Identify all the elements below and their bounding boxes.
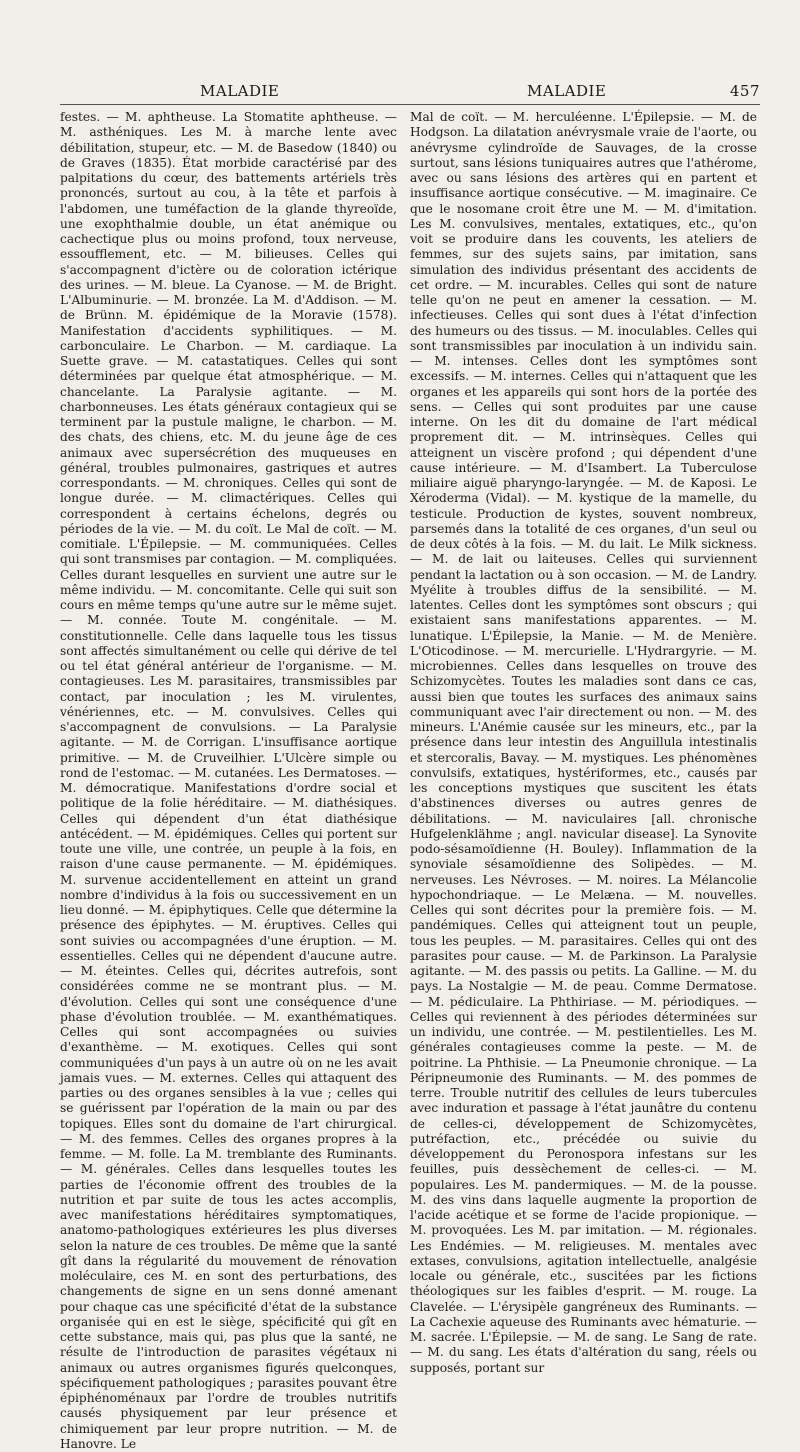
right-column-text: Mal de coït. — M. herculéenne. L'Épilepsie. — M. de Hodgson. La dilatation anévrysmale vraie de l'aorte, ou anévrysme cylindroïde de Sauvages, de la crosse surtout, sans lésions tuniquaires autres que l'athérome, avec ou sans lésions des artères qui en partent et insuffisance aortique consécutive. — M. imaginaire. Ce que le nosomane croit être une M. — M. d'imitation. Les M. convulsives, mentales, extatiques, etc., qu'on voit se produire dans les couvents, les ateliers de femmes, sur des sujets sains, par imitation, sans simulation des individus présentant des accidents de cet ordre. — M. incurables. Celles qui sont de nature telle qu'on ne peut en amener la cessation. — M. infectieuses. Celles qui sont dues à l'état d'infection des humeurs ou des tissus. — M. inoculables. Celles qui sont transmissibles par inoculation à un individu sain. — M. intenses. Celles dont les symptômes sont excessifs. — M. internes. Celles qui n'attaquent que les organes et les appareils qui sont hors de la portée des sens. — Celles qui sont produites par une cause interne. On les dit du domaine de l'art médical proprement dit. — M. intrinsèques. Celles qui atteignent un viscère profond ; qui dépendent d'une cause intérieure. — M. d'Isambert. La Tuberculose miliaire aiguë pharyngo-laryngée. — M. de Kaposi. Le Xéroderma (Vidal). — M. kystique de la mamelle, du testicule. Production de kystes, souvent nombreux, parsemés dans la totalité de ces organes, d'un seul ou de deux côtés à la fois. — M. du lait. Le Milk sickness. — M. de lait ou laiteuses. Celles qui surviennent pendant la lactation ou à son occasion. — M. de Landry. Myélite à troubles diffus de la sensibilité. — M. latentes. Celles dont les symptômes sont obscurs ; qui existaient sans manifestations apparentes. — M. lunatique. L'Épilepsie, la Manie. — M. de Menière. L'Oticodinose. — M. mercurielle. L'Hydrargyrie. — M. microbiennes. Celles dans lesquelles on trouve des Schizomycètes. Toutes les maladies sont dans ce cas, aussi bien que toutes les surfaces des animaux sains communiquant avec l'air directement ou non. — M. des mineurs. L'Anémie causée sur les mineurs, etc., par la présence dans leur intestin des Anguillula intestinalis et stercoralis, Bavay. — M. mystiques. Les phénomènes convulsifs, extatiques, hystériformes, etc., causés par les conceptions mystiques que suscitent les états d'abstinences diverses ou autres genres de débilitations. — M. naviculaires [all. chronische Hufgelenklähme ; angl. navicular disease]. La Synovite podo-sésamoïdienne (H. Bouley). Inflammation de la synoviale sésamoïdienne des Solipèdes. — M. nerveuses. Les Névroses. — M. noires. La Mélancolie hypochondriaque. — Le Melæna. — M. nouvelles. Celles qui sont décrites pour la première fois. — M. pandémiques. Celles qui atteignent tout un peuple, tous les peuples. — M. parasitaires. Celles qui ont des parasites pour cause. — M. de Parkinson. La Paralysie agitante. — M. des passis ou petits. La Galline. — M. du pays. La Nostalgie — M. de peau. Comme Dermatose. — M. pédiculaire. La Phthiriase. — M. périodiques. — Celles qui reviennent à des périodes déterminées sur un individu, une contrée. — M. pestilentielles. Les M. générales contagieuses comme la peste. — M. de poitrine. La Phthisie. — La Pneumonie chronique. — La Péripneumonie des Ruminants. — M. des pommes de terre. Trouble nutritif des cellules de leurs tubercules avec induration et passage à l'état jaunâtre du contenu de celles-ci, développement de Schizomycètes, putréfaction, etc., précédée ou suivie du développement du Peronospora infestans sur les feuilles, puis dessèchement de celles-ci. — M. populaires. Les M. pandermiques. — M. de la pousse. M. des vins dans laquelle augmente la proportion de l'acide acétique et se forme de l'acide propionique. — M. provoquées. Les M. par imitation. — M. régionales. Les Endémies. — M. religieuses. M. mentales avec extases, convulsions, agitation intellectuelle, analgésie locale ou générale, etc., suscitées par les fictions théologiques sur les faibles d'esprit. — M. rouge. La Clavelée. — L'érysipèle gangréneux des Ruminants. — La Cachexie aqueuse des Ruminants avec hématurie. — M. sacrée. L'Épilepsie. — M. de sang. Le Sang de rate. — M. du sang. Les états d'altération du sang, réels ou supposés, portant sur <box>410 110 757 1375</box>
page-number: 457 <box>729 82 760 100</box>
running-head <box>60 82 760 102</box>
right-column <box>410 110 757 1375</box>
header-rule <box>60 104 760 105</box>
header-left-title: MALADIE <box>200 82 280 100</box>
header-right-title: MALADIE <box>527 82 607 100</box>
left-column-text: festes. — M. aphtheuse. La Stomatite aphtheuse. — M. asthéniques. Les M. à marche lente avec débilitation, stupeur, etc. — M. de Basedow (1840) ou de Graves (1835). État morbide caractérisé par des palpitations du cœur, des battements artériels très prononcés, surtout au cou, à la tête et parfois à l'abdomen, une tuméfaction de la glande thyreoïde, une exophthalmie double, un état anémique ou cachectique plus ou moins profond, toux nerveuse, essoufflement, etc. — M. bilieuses. Celles qui s'accompagnent d'ictère ou de coloration ictérique des urines. — M. bleue. La Cyanose. — M. de Bright. L'Albuminurie. — M. bronzée. La M. d'Addison. — M. de Brünn. M. épidémique de la Moravie (1578). Manifestation d'accidents syphilitiques. — M. carbonculaire. Le Charbon. — M. cardiaque. La Suette grave. — M. catastatiques. Celles qui sont déterminées par quelque état atmosphérique. — M. chancelante. La Paralysie agitante. — M. charbonneuses. Les états généraux contagieux qui se terminent par la pustule maligne, le charbon. — M. des chats, des chiens, etc. M. du jeune âge de ces animaux avec supersécrétion des muqueuses en général, troubles pulmonaires, gastriques et autres correspondants. — M. chroniques. Celles qui sont de longue durée. — M. climactériques. Celles qui correspondent à certains échelons, degrés ou périodes de la vie. — M. du coït. Le Mal de coït. — M. comitiale. L'Épilepsie. — M. communiquées. Celles qui sont transmises par contagion. — M. compliquées. Celles durant lesquelles en survient une autre sur le même individu. — M. concomitante. Celle qui suit son cours en même temps qu'une autre sur le même sujet. — M. connée. Toute M. congénitale. — M. constitutionnelle. Celle dans laquelle tous les tissus sont affectés simultanément ou celle qui dérive de tel ou tel état général antérieur de l'organisme. — M. contagieuses. Les M. parasitaires, transmissibles par contact, par inoculation ; les M. virulentes, vénériennes, etc. — M. convulsives. Celles qui s'accompagnent de convulsions. — La Paralysie agitante. — M. de Corrigan. L'insuffisance aortique primitive. — M. de Cruveilhier. L'Ulcère simple ou rond de l'estomac. — M. cutanées. Les Dermatoses. — M. démocratique. Manifestations d'ordre social et politique de la folie héréditaire. — M. diathésiques. Celles qui dépendent d'un état diathésique antécédent. — M. épidémiques. Celles qui portent sur toute une ville, une contrée, un peuple à la fois, en raison d'une cause permanente. — M. épidémiques. M. survenue accidentellement en atteint un grand nombre d'individus à la fois ou successivement en un lieu donné. — M. épiphytiques. Celle que détermine la présence des épiphytes. — M. éruptives. Celles qui sont suivies ou accompagnées d'une éruption. — M. essentielles. Celles qui ne dépendent d'aucune autre. — M. éteintes. Celles qui, décrites autrefois, sont considérées comme ne se montrant plus. — M. d'évolution. Celles qui sont une conséquence d'une phase d'évolution troublée. — M. exanthématiques. Celles qui sont accompagnées ou suivies d'exanthème. — M. exotiques. Celles qui sont communiquées d'un pays à un autre où on ne les avait jamais vues. — M. externes. Celles qui attaquent des parties ou des organes sensibles à la vue ; celles qui se guérissent par l'opération de la main ou par des topiques. Elles sont du domaine de l'art chirurgical. — M. des femmes. Celles des organes propres à la femme. — M. folle. La M. tremblante des Ruminants. — M. générales. Celles dans lesquelles toutes les parties de l'économie offrent des troubles de la nutrition et par suite de tous les actes accomplis, avec manifestations héréditaires symptomatiques, anatomo-pathologiques extérieures les plus diverses selon la nature de ces troubles. De même que la santé gît dans la régularité du mouvement de rénovation moléculaire, ces M. en sont des perturbations, des changements de signe en un sens donné amenant pour chaque cas une spécificité d'état de la substance organisée qui en est le siège, spécificité qui gît en cette substance, mais qui, pas plus que la santé, ne résulte de l'introduction de parasites végétaux ni animaux ou autres organismes figurés quelconques, spécifiquement pathologiques ; parasites pouvant être épiphénoménaux par l'ordre de troubles nutritifs causés physiquement par leur présence et chimiquement par leur propre nutrition. — M. de Hanovre. Le <box>60 110 397 1451</box>
left-column <box>60 110 397 1451</box>
